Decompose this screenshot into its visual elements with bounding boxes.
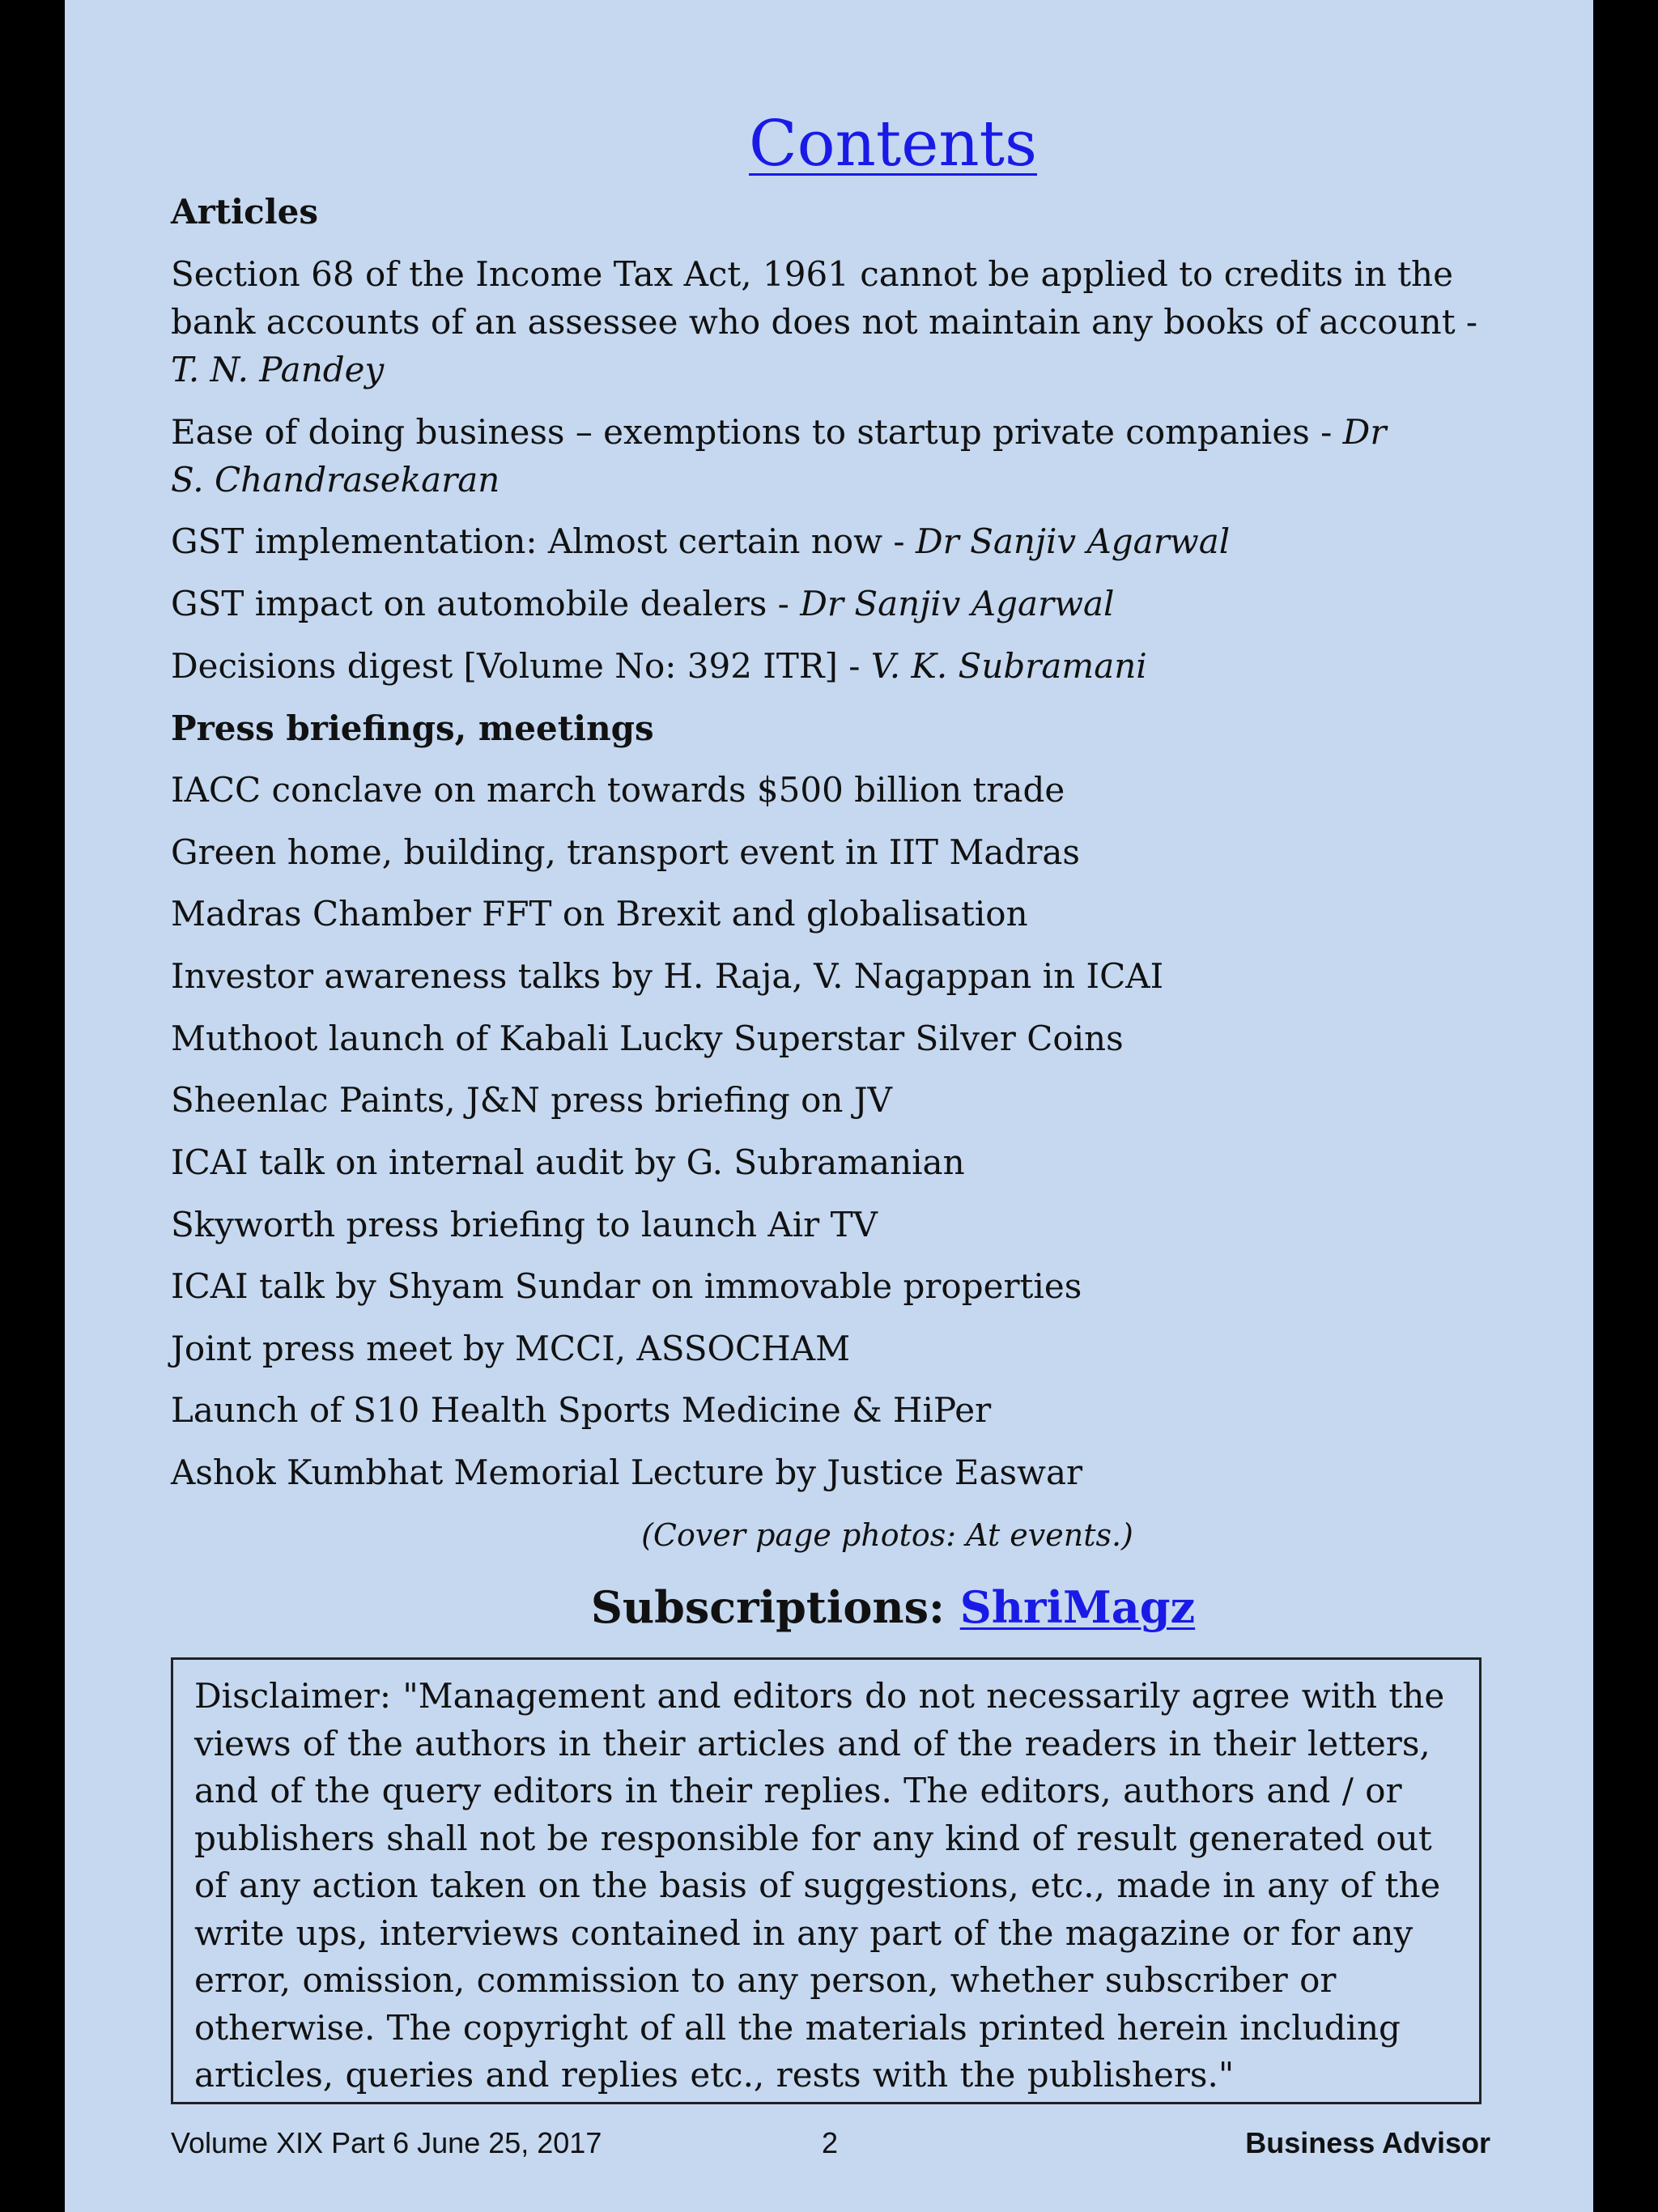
article-entry-3[interactable] [171, 517, 1531, 565]
press-item[interactable]: Green home, building, transport event in IIT Madras [171, 832, 1080, 872]
subscriptions-label: Subscriptions: [590, 1581, 960, 1633]
press-item[interactable]: ICAI talk by Shyam Sundar on immovable properties [171, 1266, 1082, 1306]
magazine-page [65, 0, 1593, 2212]
press-item[interactable]: IACC conclave on march towards $500 billion trade [171, 770, 1065, 810]
article-author: Dr S. Chandrasekaran [171, 412, 1387, 500]
press-item[interactable]: Ashok Kumbhat Memorial Lecture by Justice Easwar [171, 1453, 1083, 1492]
page-footer [171, 2123, 1490, 2163]
cover-note: (Cover page photos: At events.) [641, 1517, 1133, 1553]
subscriptions-line [171, 1579, 1615, 1636]
article-entry-1[interactable] [171, 250, 1499, 393]
footer-publication: Business Advisor [1245, 2126, 1490, 2159]
article-title: Section 68 of the Income Tax Act, 1961 cannot be applied to credits in the bank accounts of an assessee who does not maintain any books of account - [171, 254, 1478, 342]
press-item[interactable]: Skyworth press briefing to launch Air TV [171, 1205, 878, 1244]
press-item[interactable]: Muthoot launch of Kabali Lucky Superstar Silver Coins [171, 1019, 1124, 1058]
press-item[interactable]: Madras Chamber FFT on Brexit and globalisation [171, 894, 1028, 934]
article-title: Ease of doing business – exemptions to startup private companies - [171, 412, 1343, 452]
article-author: V. K. Subramani [870, 646, 1147, 686]
article-author: Dr Sanjiv Agarwal [800, 584, 1115, 623]
footer-issue: Volume XIX Part 6 June 25, 2017 [171, 2126, 602, 2159]
press-item[interactable]: ICAI talk on internal audit by G. Subramanian [171, 1142, 965, 1182]
article-title: GST implementation: Almost certain now - [171, 521, 916, 561]
article-entry-2[interactable] [171, 408, 1401, 504]
article-entry-5[interactable] [171, 642, 1531, 690]
press-item[interactable]: Sheenlac Paints, J&N press briefing on JV [171, 1080, 892, 1120]
press-item[interactable]: Investor awareness talks by H. Raja, V. Nagappan in ICAI [171, 956, 1164, 996]
footer-page-number: 2 [822, 2126, 839, 2159]
articles-heading: Articles [171, 192, 318, 232]
press-item[interactable]: Joint press meet by MCCI, ASSOCHAM [171, 1329, 851, 1368]
article-title: Decisions digest [Volume No: 392 ITR] - [171, 646, 871, 686]
subscriptions-link[interactable]: ShriMagz [959, 1581, 1196, 1633]
article-author: T. N. Pandey [171, 350, 385, 389]
article-entry-4[interactable] [171, 580, 1531, 627]
article-author: Dr Sanjiv Agarwal [915, 521, 1231, 561]
page-title[interactable]: Contents [749, 108, 1037, 181]
press-item[interactable]: Launch of S10 Health Sports Medicine & HiPer [171, 1390, 992, 1430]
article-title: GST impact on automobile dealers - [171, 584, 801, 623]
press-heading: Press briefings, meetings [171, 708, 654, 748]
disclaimer-box: Disclaimer: "Management and editors do not necessarily agree with the views of the authors in their articles and of the readers in their letters, and of the query editors in their replies. The editors, authors and / or publishers shall not be responsible for any kind of result generated out of any action taken on the basis of suggestions, etc., made in any of the write ups, interviews contained in any part of the magazine or for any error, omission, commission to any person, whether subscriber or otherwise. The copyright of all the materials printed herein including articles, queries and replies etc., rests with the publishers." [171, 1657, 1482, 2104]
